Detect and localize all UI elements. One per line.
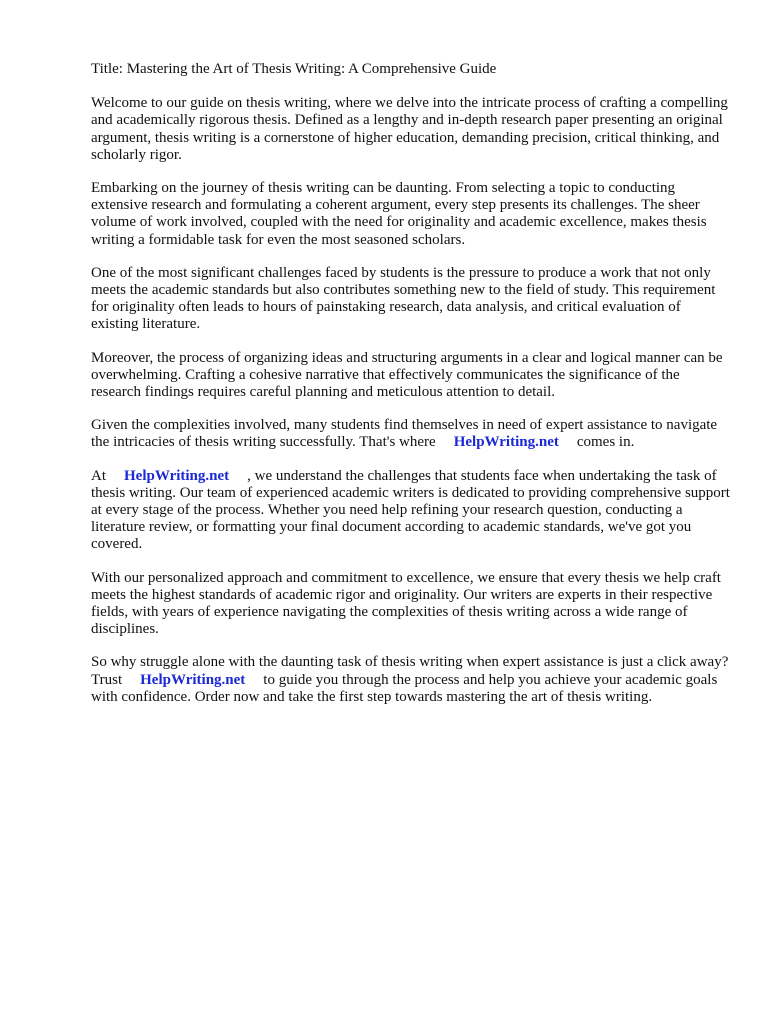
paragraph-text: , we understand the challenges that students face when undertaking the task of thesis writing. Our team of experienced academic writers is dedicated to providing comprehensive support at every stage of the process. Whether you need help refining your research question, conducting a literature review, or formatting your final document according to academic standards, we've got you covered. bbox=[91, 467, 730, 553]
paragraph-journey: Embarking on the journey of thesis writing can be daunting. From selecting a topic to conducting extensive research and formulating a coherent argument, every step presents its challenges. The sheer volume of work involved, coupled with the need for originality and academic excellence, makes thesis writing a formidable task for even the most seasoned scholars. bbox=[91, 180, 707, 248]
paragraph-expert-assistance bbox=[91, 417, 731, 451]
document-title: Title: Mastering the Art of Thesis Writing: A Comprehensive Guide bbox=[91, 61, 497, 77]
paragraph-text: to guide you through the process and help you achieve your academic goals with confidence. Order now and take the first step towards mastering the art of thesis writing. bbox=[91, 671, 718, 705]
paragraph-text: comes in. bbox=[576, 434, 635, 451]
paragraph-text: At bbox=[91, 467, 106, 484]
paragraph-excellence: With our personalized approach and commitment to excellence, we ensure that every thesis we help craft meets the highest standards of academic rigor and originality. Our writers are experts in their respective fields, with years of experience navigating the complexities of thesis writing across a wide range of disciplines. bbox=[91, 569, 721, 638]
paragraph-text: Given the complexities involved, many students find themselves in need of expert assistance to navigate the intricacies of thesis writing successfully. That's where bbox=[91, 417, 718, 451]
helpwriting-link[interactable]: HelpWriting.net bbox=[453, 434, 559, 451]
document-page bbox=[91, 61, 731, 722]
helpwriting-link[interactable]: HelpWriting.net bbox=[124, 467, 230, 484]
paragraph-support bbox=[91, 468, 731, 554]
paragraph-challenges: One of the most significant challenges faced by students is the pressure to produce a work that not only meets the academic standards but also contributes something new to the field of study. This requirement for originality often leads to hours of painstaking research, data analysis, and critical evaluation of existing literature. bbox=[91, 264, 716, 333]
paragraph-call-to-action bbox=[91, 654, 731, 706]
paragraph-intro: Welcome to our guide on thesis writing, where we delve into the intricate process of crafting a compelling and academically rigorous thesis. Defined as a lengthy and in-depth research paper presenting an original argument, thesis writing is a cornerstone of higher education, demanding precision, critical thinking, and scholarly rigor. bbox=[91, 95, 728, 163]
paragraph-organizing: Moreover, the process of organizing ideas and structuring arguments in a clear and logical manner can be overwhelming. Crafting a cohesive narrative that effectively communicates the significance of the research findings requires careful planning and meticulous attention to detail. bbox=[91, 349, 723, 401]
paragraph-text: So why struggle alone with the daunting task of thesis writing when expert assistance is just a click away? Trust bbox=[91, 654, 729, 688]
helpwriting-link[interactable]: HelpWriting.net bbox=[140, 671, 246, 688]
